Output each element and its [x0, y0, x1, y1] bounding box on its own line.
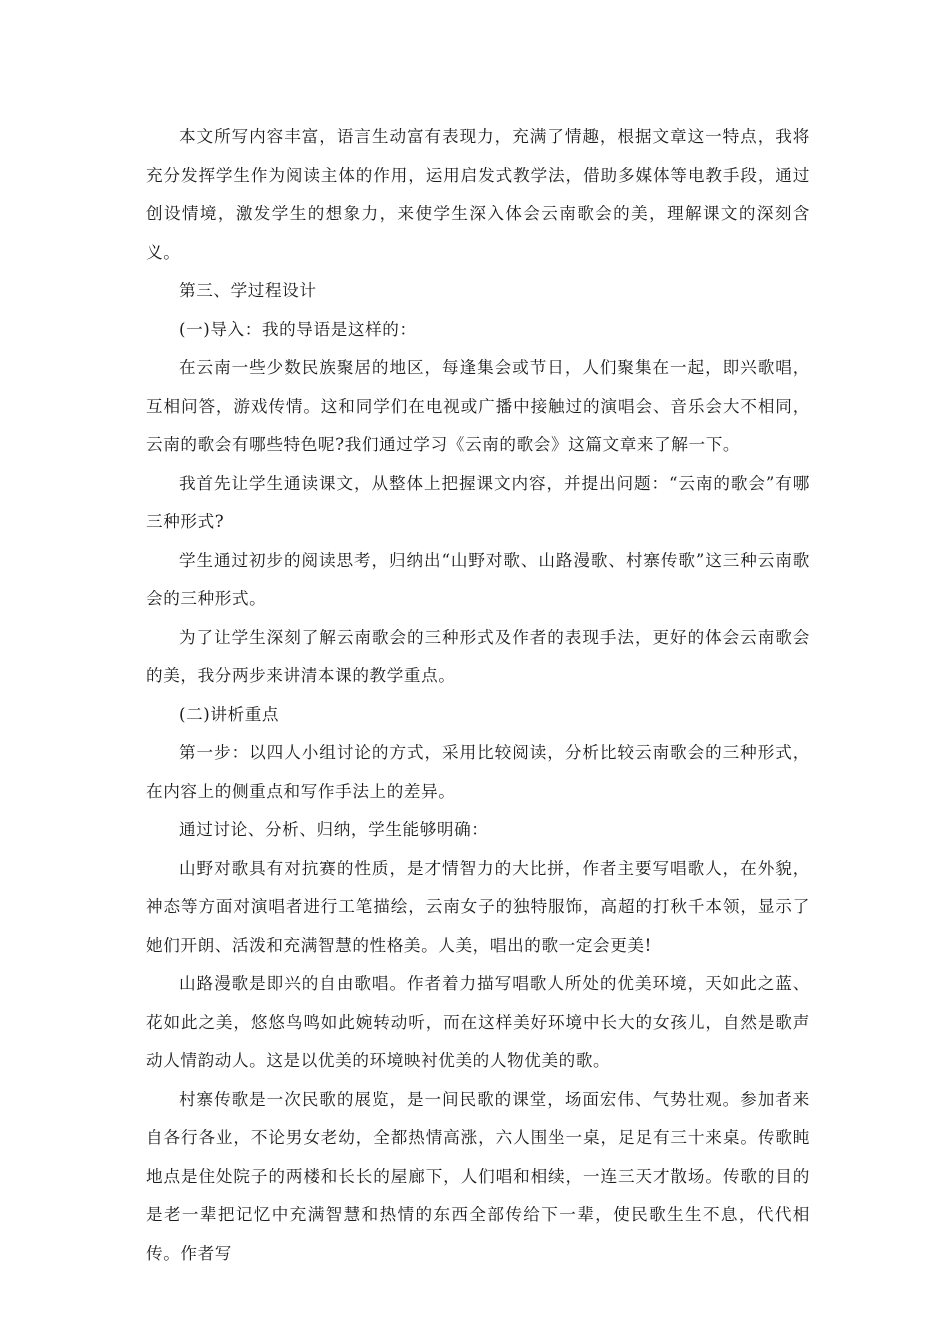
paragraph-two-steps: 为了让学生深刻了解云南歌会的三种形式及作者的表现手法，更好的体会云南歌会的美，我分两步来讲清本课的教学重点。 [146, 627, 810, 685]
paragraph-three-forms: 学生通过初步的阅读思考，归纳出“山野对歌、山路漫歌、村寨传歌”这三种云南歌会的三种形式。 [146, 550, 810, 608]
subheading-intro: (一)导入：我的导语是这样的： [179, 319, 417, 339]
paragraph-question: 我首先让学生通读课文，从整体上把握课文内容，并提出问题：“云南的歌会”有哪三种形式? [146, 473, 810, 531]
paragraph-lead-in: 在云南一些少数民族聚居的地区，每逢集会或节日，人们聚集在一起，即兴歌唱，互相问答，游戏传情。这和同学们在电视或广播中接触过的演唱会、音乐会大不相同，云南的歌会有哪些特色呢?我们通过学习《云南的歌会》这篇文章来了解一下。 [146, 358, 810, 454]
paragraph-intro: 本文所写内容丰富，语言生动富有表现力，充满了情趣，根据文章这一特点，我将充分发挥学生作为阅读主体的作用，运用启发式教学法，借助多媒体等电教手段，通过创设情境，激发学生的想象力，来使学生深入体会云南歌会的美，理解课文的深刻含义。 [146, 127, 810, 262]
section-heading-process: 第三、学过程设计 [179, 281, 317, 300]
line-conclusion-intro: 通过讨论、分析、归纳，学生能够明确： [179, 820, 489, 839]
paragraph-village-singing: 村寨传歌是一次民歌的展览，是一间民歌的课堂，场面宏伟、气势壮观。参加者来自各行各业，不论男女老幼，全都热情高涨，六人围坐一桌，足足有三十来桌。传歌盹地点是住处院子的两楼和长长的屋廊下，人们唱和相续，一连三天才散场。传歌的目的是老一辈把记忆中充满智慧和热情的东西全部传给下一辈，使民歌生生不息，代代相传。作者写 [146, 1089, 810, 1263]
document-body [146, 118, 810, 1273]
subheading-key-points: (二)讲析重点 [179, 704, 280, 724]
paragraph-step-one: 第一步：以四人小组讨论的方式，采用比较阅读，分析比较云南歌会的三种形式，在内容上的侧重点和写作手法上的差异。 [146, 743, 810, 801]
paragraph-mountain-singing: 山野对歌具有对抗赛的性质，是才情智力的大比拼，作者主要写唱歌人，在外貌，神态等方面对演唱者进行工笔描绘，云南女子的独特服饰，高超的打秋千本领，显示了她们开朗、活泼和充满智慧的性格美。人美，唱出的歌一定会更美! [146, 858, 810, 955]
paragraph-road-singing: 山路漫歌是即兴的自由歌唱。作者着力描写唱歌人所处的优美环境，天如此之蓝、花如此之美，悠悠鸟鸣如此婉转动听，而在这样美好环境中长大的女孩儿，自然是歌声动人情韵动人。这是以优美的环境映衬优美的人物优美的歌。 [146, 974, 810, 1070]
